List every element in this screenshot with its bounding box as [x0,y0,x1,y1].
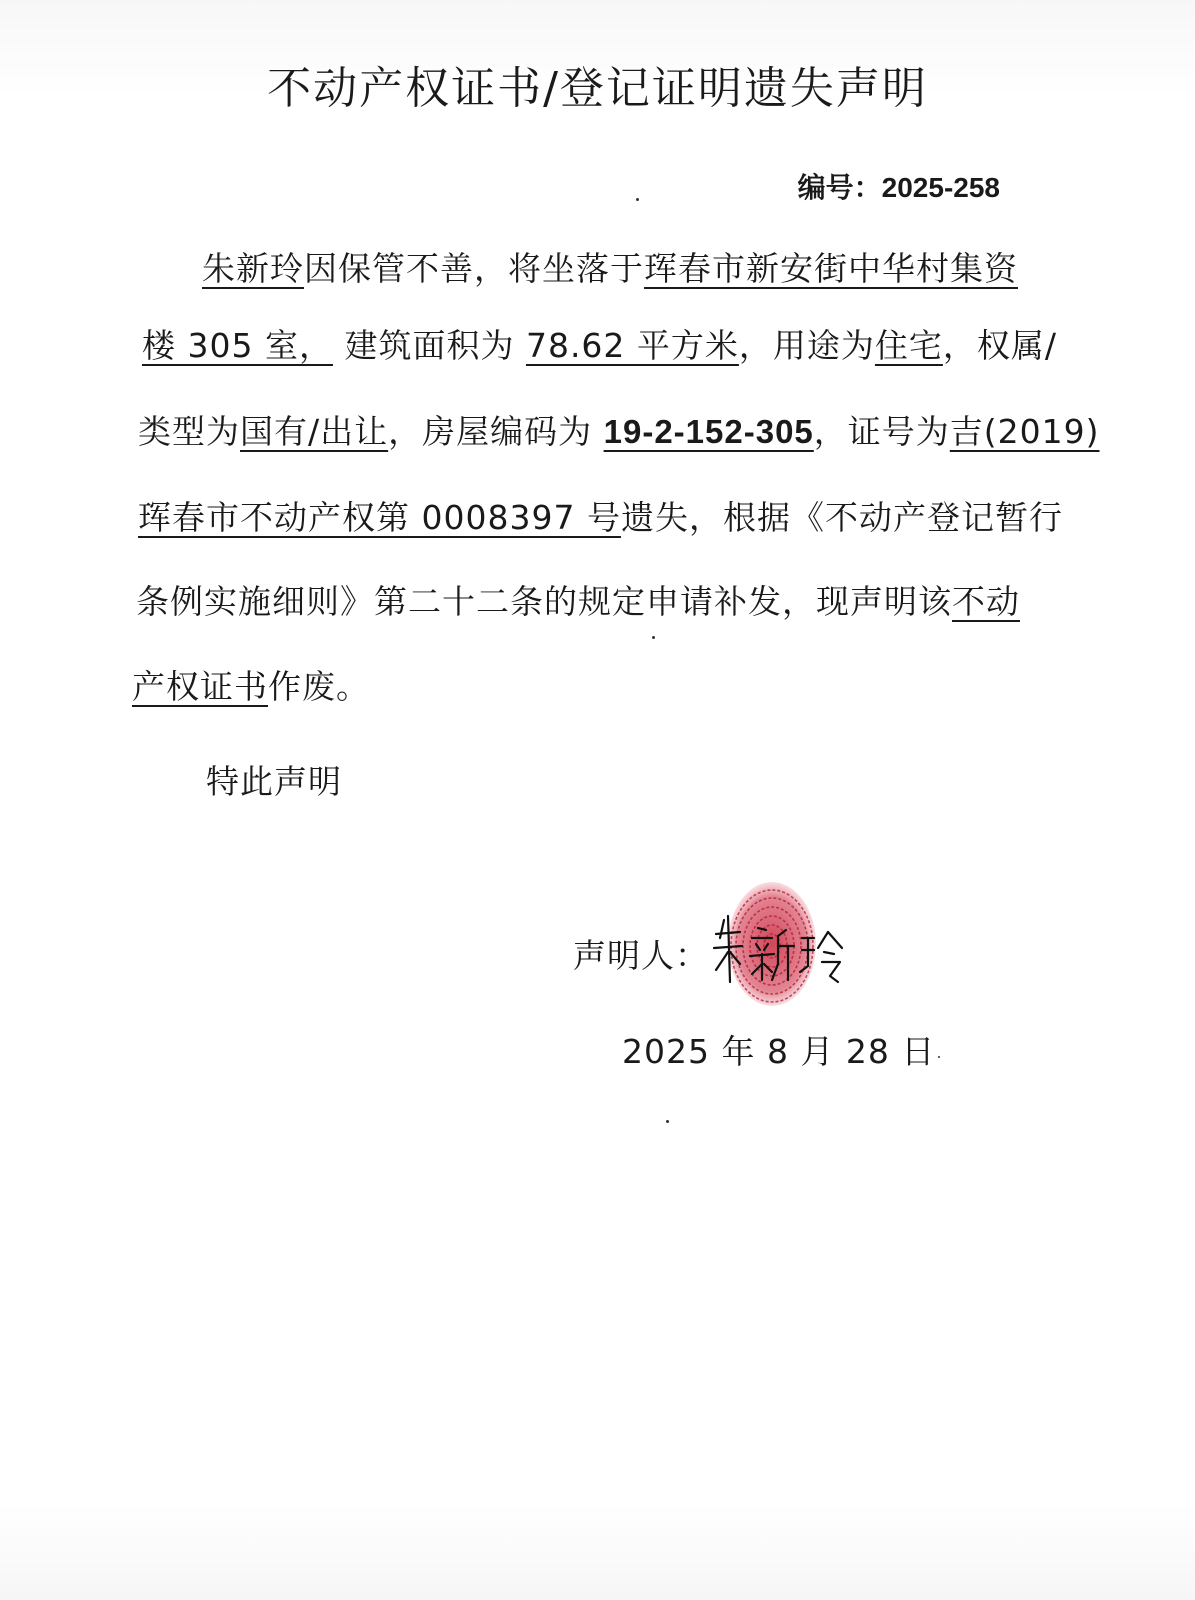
statement-date: 2025 年 8 月 28 日 [622,1032,936,1071]
scan-speck [636,198,639,201]
scan-speck [666,1120,669,1123]
certificate-number: 吉(2019) [949,412,1100,451]
declarant-label: 声明人： [573,936,709,975]
closing-statement: 特此声明 [206,762,342,801]
body-line-5: 条例实施细则》第二十二条的规定申请补发，现声明该不动 [136,582,1020,621]
building-area: 78.62 平方米 [525,326,739,365]
serial-value: 2025-258 [881,172,1000,203]
serial-label: 编号： [797,171,882,204]
body-line-6: 产权证书作废。 [132,667,370,706]
serial-number [798,166,1000,206]
body-line-3: 类型为国有/出让，房屋编码为 19-2-152-305，证号为吉(2019) [138,412,1100,451]
body-line-1: 朱新玲因保管不善，将坐落于珲春市新安街中华村集资 [202,249,1018,288]
house-code: 19-2-152-305 [603,413,814,450]
ownership-type: 国有/出让 [240,412,389,451]
body-line-2: 楼 305 室， 建筑面积为 78.62 平方米，用途为住宅，权属/ [142,326,1058,365]
scan-speck [938,1056,940,1058]
handwritten-signature [710,908,860,988]
scan-speck [652,636,655,639]
owner-name: 朱新玲 [202,249,304,288]
property-address: 珲春市新安街中华村集资 [644,249,1018,288]
property-use: 住宅 [874,326,943,365]
document-type: 不动 [952,582,1020,621]
property-address-cont: 楼 305 室， [142,326,333,365]
body-line-4: 珲春市不动产权第 0008397 号遗失，根据《不动产登记暂行 [138,498,1063,537]
document-type-cont: 产权证书 [132,667,268,706]
document-title: 不动产权证书/登记证明遗失声明 [267,63,928,114]
certificate-number-cont: 珲春市不动产权第 0008397 号 [138,498,621,537]
